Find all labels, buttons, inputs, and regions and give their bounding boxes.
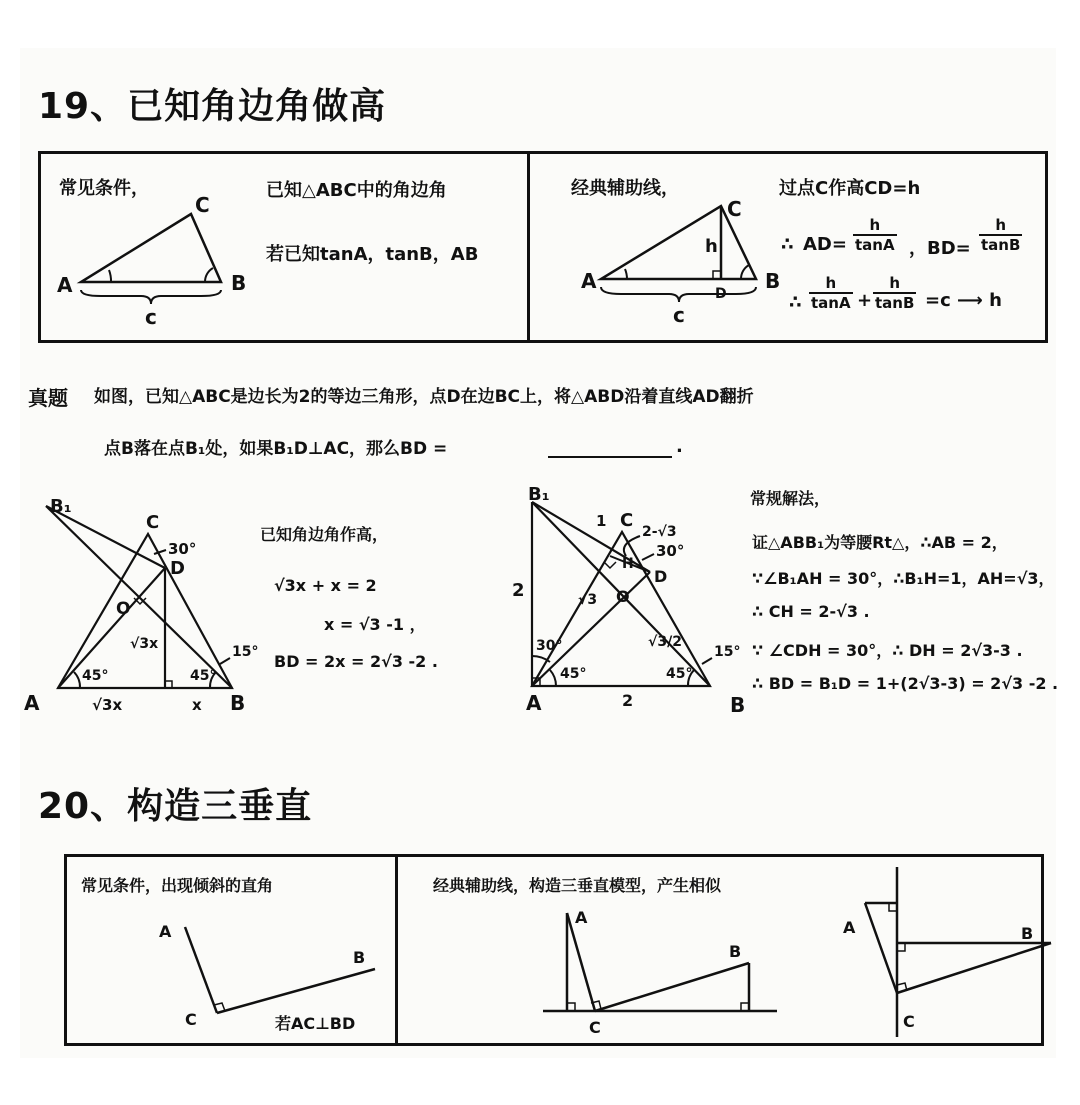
- therefore-1: ∴: [781, 234, 794, 255]
- frac-den: tanB: [981, 236, 1021, 254]
- label-o-1: O: [116, 599, 131, 619]
- segment-cb-1: [595, 963, 749, 1011]
- label-x-bottom: x: [192, 696, 202, 714]
- section-19-box: [38, 151, 1048, 343]
- section-20-title: 20、构造三垂直: [38, 786, 313, 827]
- problem-line-2: 点B落在点B₁处，如果B₁D⊥AC，那么BD =: [104, 439, 448, 459]
- label-30-left-2: 30°: [536, 638, 563, 654]
- label-c-1: C: [146, 512, 160, 533]
- real-exam-tag: 真题: [28, 386, 68, 410]
- standard-solution-l4: ∵ ∠CDH = 30°，∴ DH = 2√3-3 .: [752, 641, 1023, 660]
- frac-num: h: [979, 216, 1022, 236]
- therefore-2: ∴: [789, 292, 802, 313]
- label-30-2: 30°: [656, 542, 685, 560]
- arrow-30: [154, 550, 166, 554]
- frac-num: h: [853, 216, 897, 236]
- frac-den: tanA: [855, 236, 895, 254]
- label-b-20: B: [353, 948, 366, 967]
- label-c: C: [195, 193, 210, 217]
- label-b1-1: B₁: [50, 496, 72, 517]
- label-a: A: [57, 273, 73, 297]
- label-c-right: C: [727, 197, 742, 221]
- angle-a-arc: [109, 270, 111, 282]
- problem-end: .: [676, 436, 683, 457]
- perpendicular-note: 若AC⊥BD: [275, 1014, 356, 1033]
- label-o-2: O: [616, 587, 630, 606]
- label-d-2: D: [654, 567, 668, 586]
- segment-cb-2: [897, 943, 1051, 993]
- label-30-1: 30°: [168, 540, 197, 558]
- label-a-right: A: [581, 269, 597, 293]
- bd-eq: ，BD=: [909, 238, 971, 259]
- label-r3x-1: √3x: [130, 636, 159, 652]
- label-h: h: [705, 236, 718, 257]
- label-b-21: B: [729, 942, 742, 961]
- section-20-box: [64, 854, 1044, 1046]
- label-2-root3: 2-√3: [642, 524, 677, 540]
- label-45-left-1: 45°: [82, 668, 109, 684]
- fig1-solution-l2: x = √3 -1 ，: [324, 615, 426, 634]
- label-b1-2: B₁: [528, 484, 550, 505]
- triangle-abc: [81, 214, 221, 282]
- label-d-right: D: [715, 286, 727, 302]
- label-r3x-bottom: √3x: [92, 696, 123, 714]
- fig1-solution-title: 已知角边角作高，: [260, 525, 389, 544]
- fig1-solution-l1: √3x + x = 2: [274, 576, 377, 595]
- label-a-1: A: [24, 691, 40, 715]
- label-a-20: A: [159, 922, 172, 941]
- frac-h-tanb-2: [873, 274, 916, 312]
- label-r3-2: √3: [578, 592, 598, 608]
- label-c-2: C: [620, 510, 634, 531]
- problem-line-1: 如图，已知△ABC是边长为2的等边三角形，点D在边BC上，将△ABD沿着直线AD翻折: [94, 387, 754, 407]
- label-15-1: 15°: [232, 644, 259, 660]
- label-r3half-2: √3/2: [648, 634, 682, 650]
- angle-b-arc-right: [741, 265, 749, 279]
- fold-figure-1: [20, 488, 260, 728]
- label-c-21: C: [589, 1018, 601, 1037]
- box-divider: [527, 154, 530, 340]
- label-15-2: 15°: [714, 644, 741, 660]
- frac-den: tanA: [811, 294, 851, 312]
- standard-solution-l2: ∵∠B₁AH = 30°，∴B₁H=1，AH=√3，: [752, 569, 1055, 588]
- label-h-2: H: [622, 556, 634, 572]
- angle-45-left-arc-2: [550, 670, 556, 686]
- angle-a-arc-right: [625, 269, 627, 279]
- segment-ad-1: [58, 568, 165, 688]
- angle-45-left-arc: [74, 672, 80, 688]
- label-d-1: D: [170, 558, 185, 579]
- fig1-solution-l3: BD = 2x = 2√3 -2 .: [274, 652, 438, 671]
- segment-ac-2: [865, 903, 897, 993]
- label-side-c-right: c: [673, 303, 685, 327]
- arrow-15-2: [702, 658, 712, 664]
- construct-height-text: 过点C作高CD=h: [779, 178, 921, 199]
- right-angle-h-2: [604, 562, 616, 568]
- section-19-title: 19、已知角边角做高: [38, 86, 387, 127]
- label-side-c: c: [145, 305, 157, 329]
- frac-num: h: [873, 274, 916, 294]
- fold-figure-2: [500, 484, 760, 724]
- box-divider-20: [395, 857, 398, 1043]
- result-c-to-h: =c ⟶ h: [925, 290, 1002, 311]
- frac-den: tanB: [875, 294, 915, 312]
- label-b-22: B: [1021, 924, 1034, 943]
- triangle-abc-figure: [41, 154, 281, 340]
- condition-label-20: 常见条件，出现倾斜的直角: [81, 876, 274, 895]
- triangle-height-figure: [581, 154, 791, 340]
- standard-solution-l1: 证△ABB₁为等腰Rt△，∴AB = 2，: [752, 533, 1008, 552]
- label-2-left: 2: [512, 580, 525, 601]
- label-b-right: B: [765, 269, 781, 293]
- label-b-2: B: [730, 693, 746, 717]
- given-line-1: 已知△ABC中的角边角: [266, 180, 447, 201]
- aux-line-label-20: 经典辅助线，构造三垂直模型，产生相似: [433, 876, 722, 895]
- label-c-22: C: [903, 1012, 915, 1031]
- aux-line-label: 经典辅助线，: [571, 178, 679, 199]
- three-perpendicular-figure-2: [815, 857, 1045, 1043]
- standard-solution-title: 常规解法，: [750, 489, 831, 508]
- frac-h-tana-2: [809, 274, 853, 312]
- answer-blank: [548, 456, 672, 458]
- label-c-20: C: [185, 1010, 197, 1029]
- arrow-30-2: [642, 554, 654, 560]
- angle-b-arc: [205, 268, 213, 282]
- label-1-2: 1: [596, 512, 607, 530]
- segment-ac-1: [567, 913, 595, 1011]
- label-b-1: B: [230, 691, 246, 715]
- arrow-15: [220, 658, 230, 664]
- label-45-right-2: 45°: [666, 666, 693, 682]
- label-a-21: A: [575, 908, 588, 927]
- condition-label: 常见条件，: [59, 178, 149, 199]
- notes-sheet: [20, 48, 1059, 1058]
- segment-ac-20: [185, 927, 217, 1013]
- label-a-2: A: [526, 691, 542, 715]
- ad-eq: AD=: [803, 234, 847, 255]
- three-perpendicular-figure-1: [537, 857, 787, 1043]
- segment-cb-20: [217, 969, 375, 1013]
- plus-sign: +: [857, 290, 873, 311]
- side-c-brace: [81, 290, 221, 304]
- segment-ad-2: [532, 572, 650, 686]
- label-2-bottom: 2: [622, 691, 634, 710]
- standard-solution-l3: ∴ CH = 2-√3 .: [752, 602, 870, 621]
- label-a-22: A: [843, 918, 856, 937]
- label-45-left-2: 45°: [560, 666, 587, 682]
- label-45-right-1: 45°: [190, 668, 217, 684]
- standard-solution-l5: ∴ BD = B₁D = 1+(2√3-3) = 2√3 -2 .: [752, 674, 1059, 693]
- frac-h-tanb: [979, 216, 1022, 254]
- label-b: B: [231, 271, 247, 295]
- side-c-brace-right: [601, 287, 756, 302]
- given-line-2: 若已知tanA，tanB，AB: [266, 244, 479, 265]
- frac-num: h: [809, 274, 853, 294]
- frac-h-tana: [853, 216, 897, 254]
